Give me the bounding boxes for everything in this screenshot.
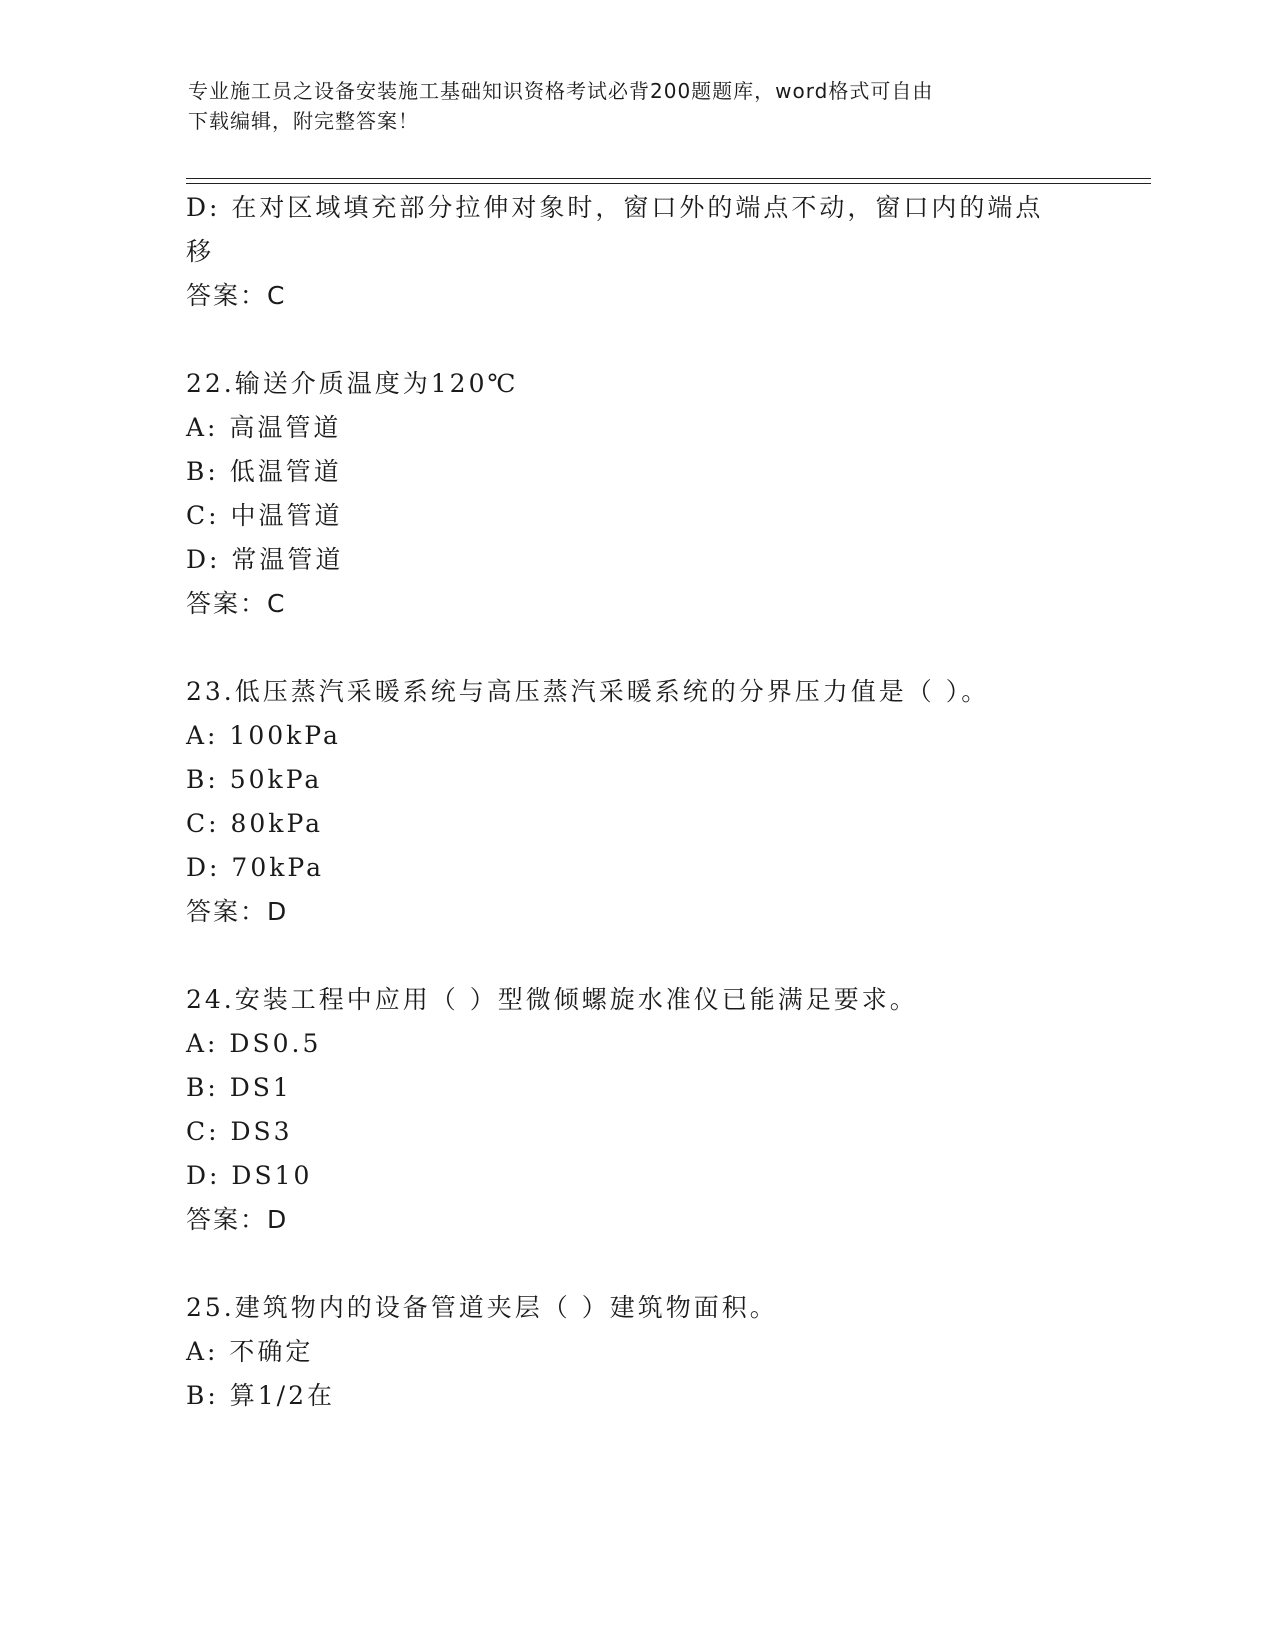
question-25-option-a: A: 不确定 xyxy=(186,1337,314,1366)
question-22-option-a: A: 高温管道 xyxy=(186,413,342,442)
question-24-option-c: C: DS3 xyxy=(186,1117,293,1146)
prev-option-d-line-2: 移 xyxy=(186,237,215,266)
header-line-1: 专业施工员之设备安装施工基础知识资格考试必背200题题库，word格式可自由 xyxy=(188,79,934,103)
question-25-option-b: B: 算1/2在 xyxy=(186,1381,335,1410)
header-divider-bottom xyxy=(186,183,1151,184)
question-23-option-d: D: 70kPa xyxy=(186,853,324,882)
question-23-option-a: A: 100kPa xyxy=(186,721,341,750)
question-23-option-b: B: 50kPa xyxy=(186,765,323,794)
question-24-option-a: A: DS0.5 xyxy=(186,1029,322,1058)
question-22-option-b: B: 低温管道 xyxy=(186,457,342,486)
question-24-stem: 24.安装工程中应用（ ）型微倾螺旋水准仪已能满足要求。 xyxy=(186,985,918,1014)
question-24-option-b: B: DS1 xyxy=(186,1073,292,1102)
question-22-stem: 22.输送介质温度为120℃ xyxy=(186,369,519,398)
question-24-answer: 答案：D xyxy=(186,1205,289,1234)
question-23-stem: 23.低压蒸汽采暖系统与高压蒸汽采暖系统的分界压力值是（ ）。 xyxy=(186,677,990,706)
question-22-answer: 答案：C xyxy=(186,589,287,618)
prev-option-d-line-1: D: 在对区域填充部分拉伸对象时，窗口外的端点不动，窗口内的端点 xyxy=(186,193,1044,222)
question-24-option-d: D: DS10 xyxy=(186,1161,313,1190)
question-23-option-c: C: 80kPa xyxy=(186,809,324,838)
prev-answer: 答案：C xyxy=(186,281,287,310)
question-23-answer: 答案：D xyxy=(186,897,289,926)
question-25-stem: 25.建筑物内的设备管道夹层（ ）建筑物面积。 xyxy=(186,1293,778,1322)
question-22-option-c: C: 中温管道 xyxy=(186,501,343,530)
question-22-option-d: D: 常温管道 xyxy=(186,545,344,574)
document-header xyxy=(188,76,1088,136)
header-line-2: 下载编辑，附完整答案！ xyxy=(188,109,419,133)
header-divider-top xyxy=(186,178,1151,179)
